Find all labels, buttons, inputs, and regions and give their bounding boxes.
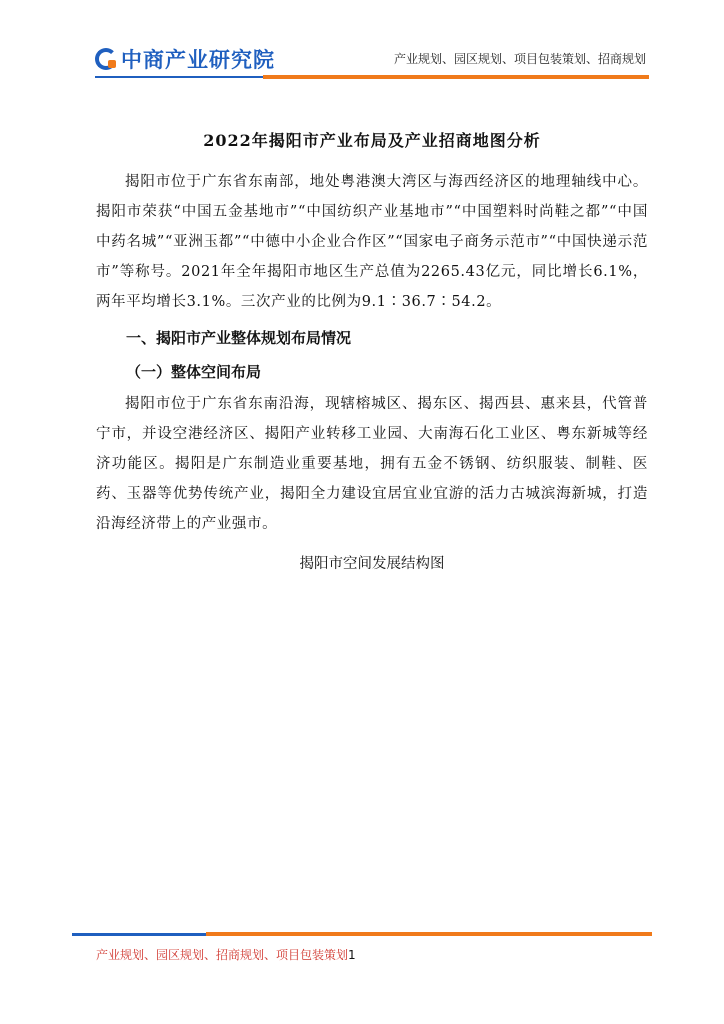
page-number: 1	[348, 948, 356, 962]
intro-paragraph: 揭阳市位于广东省东南部，地处粤港澳大湾区与海西经济区的地理轴线中心。揭阳市荣获“中国五金基地市”“中国纺织产业基地市”“中国塑料时尚鞋之都”“中国中药名城”“亚洲玉都”“中德中小企业合作区”“国家电子商务示范市”“中国快递示范市”等称号。2021年全年揭阳市地区生产总值为2265.43亿元，同比增长6.1%，两年平均增长3.1%。三次产业的比例为9.1∶36.7∶54.2。	[96, 174, 648, 310]
header-divider-blue	[95, 76, 263, 78]
subsection-paragraph: 揭阳市位于广东省东南沿海，现辖榕城区、揭东区、揭西县、惠来县，代管普宁市，并设空港经济区、揭阳产业转移工业园、大南海石化工业区、粤东新城等经济功能区。揭阳是广东制造业重要基地，拥有五金不锈钢、纺织服装、制鞋、医药、玉器等优势传统产业，揭阳全力建设宜居宜业宜游的活力古城滨海新城，打造沿海经济带上的产业强市。	[96, 396, 648, 532]
logo-icon	[95, 48, 117, 70]
footer-divider-blue	[72, 933, 206, 936]
header-divider-orange	[263, 75, 649, 79]
footer-divider-orange	[206, 932, 652, 936]
page-footer	[96, 946, 356, 963]
brand-logo	[95, 44, 275, 74]
document-body	[96, 128, 648, 579]
header-slogan: 产业规划、园区规划、项目包装策划、招商规划	[393, 52, 646, 66]
figure-caption: 揭阳市空间发展结构图	[299, 556, 445, 572]
logo-text: 中商产业研究院	[121, 48, 275, 72]
document-title: 2022年揭阳市产业布局及产业招商地图分析	[203, 131, 541, 150]
footer-links-text: 产业规划、园区规划、招商规划、项目包装策划	[96, 948, 349, 962]
subsection-heading: （一）整体空间布局	[126, 363, 262, 381]
page-header	[0, 0, 724, 90]
section-heading: 一、揭阳市产业整体规划布局情况	[126, 329, 352, 347]
